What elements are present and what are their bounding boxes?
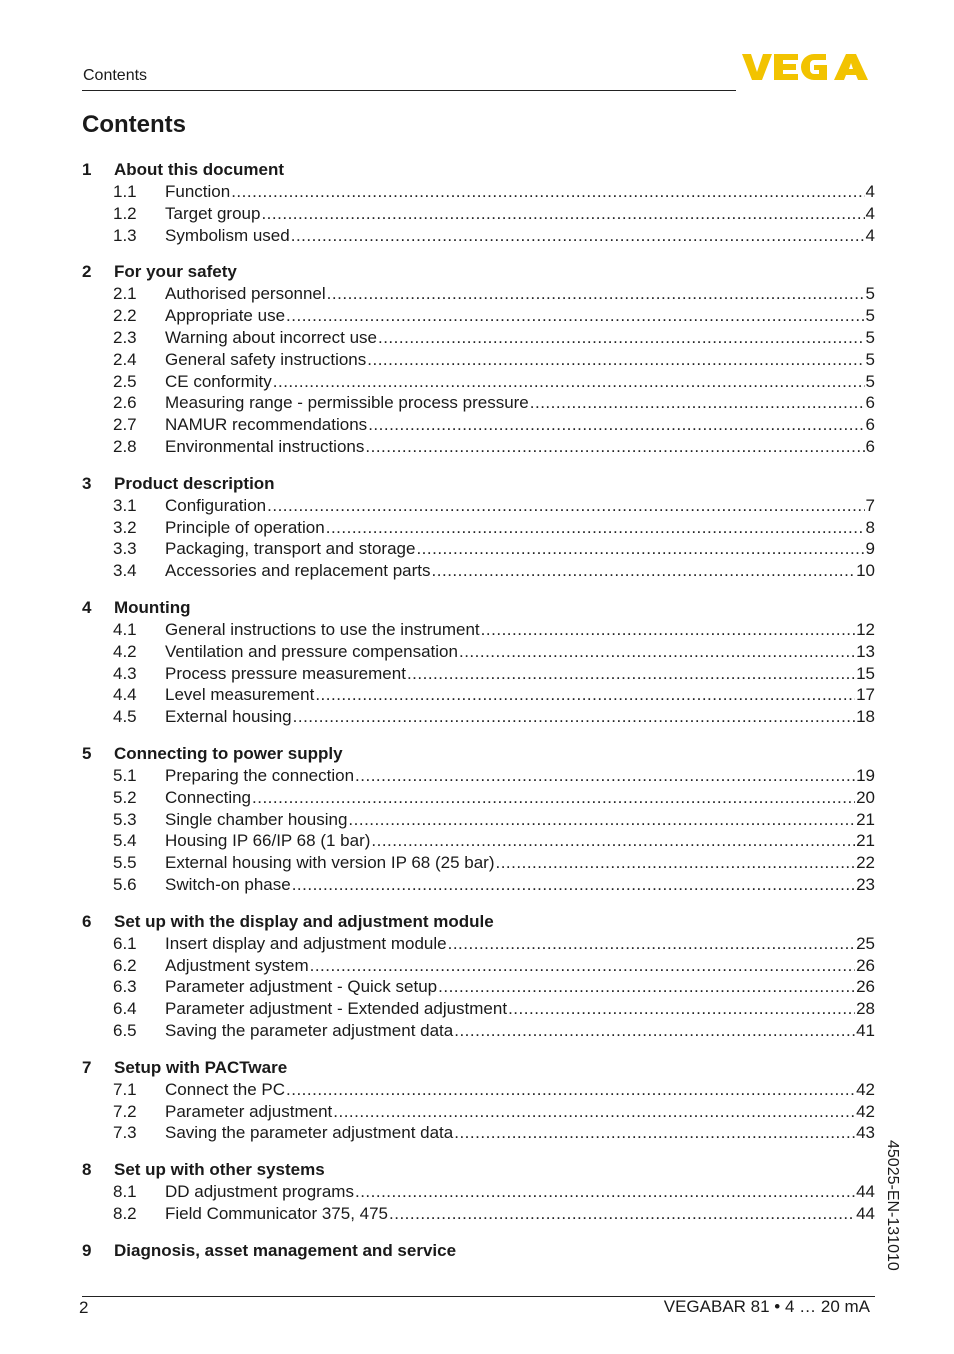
entry-number: 2.1 bbox=[113, 284, 137, 304]
toc-entry[interactable] bbox=[82, 1204, 875, 1226]
section-number: 6 bbox=[82, 911, 92, 931]
dot-leader bbox=[315, 685, 855, 705]
entry-page-number: 5 bbox=[865, 327, 875, 347]
entry-number: 3.1 bbox=[113, 495, 137, 515]
entry-number: 3.4 bbox=[113, 561, 137, 581]
entry-page-number: 25 bbox=[856, 933, 875, 953]
toc-section bbox=[82, 910, 875, 1043]
toc-entry[interactable] bbox=[82, 810, 875, 832]
entry-number: 3.3 bbox=[113, 539, 137, 559]
dot-leader bbox=[261, 204, 864, 224]
toc-section-heading[interactable] bbox=[82, 1158, 875, 1182]
section-title: Diagnosis, asset management and service bbox=[114, 1240, 457, 1260]
entry-page-number: 17 bbox=[856, 685, 875, 705]
entry-number: 2.5 bbox=[113, 371, 137, 391]
entry-title: General safety instructions bbox=[165, 349, 367, 369]
dot-leader bbox=[508, 999, 855, 1019]
toc-section-heading[interactable] bbox=[82, 910, 875, 934]
entry-number: 5.5 bbox=[113, 853, 137, 873]
section-title: Set up with the display and adjustment module bbox=[114, 911, 494, 931]
entry-title: Single chamber housing bbox=[165, 809, 348, 829]
toc-section bbox=[82, 472, 875, 583]
toc-entry[interactable] bbox=[82, 685, 875, 707]
toc-entry[interactable] bbox=[82, 1102, 875, 1124]
dot-leader bbox=[327, 284, 865, 304]
toc-entry[interactable] bbox=[82, 561, 875, 583]
toc-section-heading[interactable] bbox=[82, 158, 875, 182]
entry-title: External housing bbox=[165, 707, 292, 727]
dot-leader bbox=[389, 1204, 855, 1224]
entry-page-number: 22 bbox=[856, 853, 875, 873]
entry-title: Switch-on phase bbox=[165, 874, 291, 894]
toc-entry[interactable] bbox=[82, 437, 875, 459]
toc-entry[interactable] bbox=[82, 328, 875, 350]
entry-number: 4.3 bbox=[113, 663, 137, 683]
toc-entry[interactable] bbox=[82, 1080, 875, 1102]
toc-entry[interactable] bbox=[82, 831, 875, 853]
toc-entry[interactable] bbox=[82, 1123, 875, 1145]
dot-leader bbox=[292, 875, 855, 895]
entry-page-number: 28 bbox=[856, 999, 875, 1019]
entry-title: Housing IP 66/IP 68 (1 bar) bbox=[165, 831, 371, 851]
toc-entry[interactable] bbox=[82, 350, 875, 372]
toc-entry[interactable] bbox=[82, 853, 875, 875]
header-rule bbox=[82, 90, 736, 91]
toc-entry[interactable] bbox=[82, 518, 875, 540]
toc-entry[interactable] bbox=[82, 393, 875, 415]
section-number: 4 bbox=[82, 597, 92, 617]
dot-leader bbox=[416, 539, 864, 559]
dot-leader bbox=[481, 620, 855, 640]
entry-page-number: 42 bbox=[856, 1101, 875, 1121]
entry-title: Level measurement bbox=[165, 685, 315, 705]
entry-page-number: 26 bbox=[856, 955, 875, 975]
entry-number: 2.8 bbox=[113, 436, 137, 456]
dot-leader bbox=[231, 182, 864, 202]
toc-entry[interactable] bbox=[82, 956, 875, 978]
entry-page-number: 4 bbox=[865, 203, 875, 223]
entry-page-number: 23 bbox=[856, 874, 875, 894]
entry-number: 3.2 bbox=[113, 517, 137, 537]
dot-leader bbox=[367, 350, 864, 370]
dot-leader bbox=[454, 1123, 855, 1143]
toc-entry[interactable] bbox=[82, 620, 875, 642]
page-number: 2 bbox=[79, 1298, 89, 1317]
toc-entry[interactable] bbox=[82, 539, 875, 561]
toc-entry[interactable] bbox=[82, 204, 875, 226]
entry-title: Saving the parameter adjustment data bbox=[165, 1123, 454, 1143]
section-number: 1 bbox=[82, 160, 92, 179]
toc-entry[interactable] bbox=[82, 977, 875, 999]
toc-entry[interactable] bbox=[82, 226, 875, 248]
entry-title: Connect the PC bbox=[165, 1079, 286, 1099]
entry-title: External housing with version IP 68 (25 bar) bbox=[165, 853, 495, 873]
entry-title: Process pressure measurement bbox=[165, 663, 406, 683]
entry-page-number: 26 bbox=[856, 977, 875, 997]
vega-logo-letters bbox=[742, 54, 868, 80]
entry-number: 5.2 bbox=[113, 787, 137, 807]
dot-leader bbox=[267, 496, 864, 516]
entry-number: 2.4 bbox=[113, 349, 137, 369]
toc-entry[interactable] bbox=[82, 788, 875, 810]
entry-title: NAMUR recommendations bbox=[165, 415, 368, 435]
entry-page-number: 44 bbox=[856, 1182, 875, 1202]
entry-title: CE conformity bbox=[165, 371, 272, 391]
product-name: VEGABAR 81 • 4 … 20 mA bbox=[663, 1297, 870, 1316]
toc-entry[interactable] bbox=[82, 766, 875, 788]
entry-title: Configuration bbox=[165, 495, 267, 515]
entry-page-number: 15 bbox=[856, 663, 875, 683]
section-title: Set up with other systems bbox=[114, 1160, 325, 1180]
entry-title: Ventilation and pressure compensation bbox=[165, 641, 458, 661]
entry-title: Target group bbox=[165, 203, 261, 223]
page-title: Contents bbox=[82, 111, 186, 138]
section-number: 9 bbox=[82, 1240, 92, 1260]
section-title: For your safety bbox=[114, 262, 237, 282]
dot-leader bbox=[530, 393, 865, 413]
entry-title: Preparing the connection bbox=[165, 765, 355, 785]
entry-number: 4.5 bbox=[113, 707, 137, 727]
entry-number: 6.5 bbox=[113, 1020, 137, 1040]
toc-entry[interactable] bbox=[82, 875, 875, 897]
entry-title: DD adjustment programs bbox=[165, 1182, 354, 1202]
entry-title: Saving the parameter adjustment data bbox=[165, 1020, 454, 1040]
entry-title: Adjustment system bbox=[165, 955, 309, 975]
toc-section bbox=[82, 1056, 875, 1145]
entry-page-number: 12 bbox=[856, 619, 875, 639]
entry-number: 4.1 bbox=[113, 619, 137, 639]
entry-number: 4.4 bbox=[113, 685, 137, 705]
toc-entry[interactable] bbox=[82, 415, 875, 437]
dot-leader bbox=[432, 561, 856, 581]
entry-number: 2.2 bbox=[113, 306, 137, 326]
entry-title: Appropriate use bbox=[165, 306, 286, 326]
entry-title: Field Communicator 375, 475 bbox=[165, 1203, 389, 1223]
entry-title: Connecting bbox=[165, 787, 252, 807]
entry-number: 7.3 bbox=[113, 1123, 137, 1143]
entry-page-number: 8 bbox=[865, 517, 875, 537]
entry-number: 1.1 bbox=[113, 182, 137, 201]
entry-number: 4.2 bbox=[113, 641, 137, 661]
entry-number: 1.3 bbox=[113, 225, 137, 245]
entry-title: General instructions to use the instrument bbox=[165, 619, 480, 639]
toc-section-heading[interactable] bbox=[82, 260, 875, 284]
dot-leader bbox=[459, 642, 855, 662]
entry-title: Parameter adjustment bbox=[165, 1101, 333, 1121]
entry-title: Accessories and replacement parts bbox=[165, 561, 431, 581]
entry-page-number: 7 bbox=[865, 495, 875, 515]
entry-page-number: 6 bbox=[865, 393, 875, 413]
entry-page-number: 42 bbox=[856, 1079, 875, 1099]
toc-entry[interactable] bbox=[82, 284, 875, 306]
entry-page-number: 21 bbox=[856, 831, 875, 851]
entry-page-number: 19 bbox=[856, 765, 875, 785]
entry-number: 6.1 bbox=[113, 933, 137, 953]
dot-leader bbox=[355, 766, 855, 786]
document-code: 45025-EN-131010 bbox=[884, 1140, 901, 1271]
dot-leader bbox=[368, 415, 864, 435]
section-number: 8 bbox=[82, 1160, 92, 1180]
section-number: 2 bbox=[82, 262, 92, 282]
toc-section bbox=[82, 158, 875, 247]
entry-title: Warning about incorrect use bbox=[165, 327, 377, 347]
entry-title: Parameter adjustment - Extended adjustment bbox=[165, 999, 508, 1019]
entry-page-number: 4 bbox=[865, 182, 875, 201]
entry-title: Environmental instructions bbox=[165, 436, 365, 456]
entry-number: 8.2 bbox=[113, 1203, 137, 1223]
entry-number: 2.7 bbox=[113, 415, 137, 435]
dot-leader bbox=[293, 707, 855, 727]
toc-section-heading[interactable] bbox=[82, 1239, 875, 1263]
entry-title: Authorised personnel bbox=[165, 284, 326, 304]
dot-leader bbox=[378, 328, 865, 348]
toc-entry[interactable] bbox=[82, 999, 875, 1021]
toc-entry[interactable] bbox=[82, 372, 875, 394]
entry-page-number: 13 bbox=[856, 641, 875, 661]
entry-number: 1.2 bbox=[113, 203, 137, 223]
vega-logo bbox=[742, 52, 872, 82]
dot-leader bbox=[371, 831, 855, 851]
toc-entry[interactable] bbox=[82, 642, 875, 664]
entry-number: 6.2 bbox=[113, 955, 137, 975]
entry-page-number: 21 bbox=[856, 809, 875, 829]
entry-number: 5.3 bbox=[113, 809, 137, 829]
dot-leader bbox=[326, 518, 865, 538]
dot-leader bbox=[407, 664, 855, 684]
dot-leader bbox=[348, 810, 855, 830]
toc-entry[interactable] bbox=[82, 1182, 875, 1204]
section-number: 7 bbox=[82, 1057, 92, 1077]
entry-title: Parameter adjustment - Quick setup bbox=[165, 977, 438, 997]
dot-leader bbox=[310, 956, 855, 976]
section-title: Setup with PACTware bbox=[114, 1057, 288, 1077]
entry-page-number: 18 bbox=[856, 707, 875, 727]
entry-number: 2.6 bbox=[113, 393, 137, 413]
entry-page-number: 5 bbox=[865, 349, 875, 369]
dot-leader bbox=[291, 226, 865, 246]
dot-leader bbox=[286, 306, 865, 326]
entry-number: 8.1 bbox=[113, 1182, 137, 1202]
entry-title: Measuring range - permissible process pressure bbox=[165, 393, 529, 413]
toc-section-heading[interactable] bbox=[82, 472, 875, 496]
entry-title: Symbolism used bbox=[165, 225, 290, 245]
toc-entry[interactable] bbox=[82, 496, 875, 518]
entry-title: Principle of operation bbox=[165, 517, 325, 537]
toc-section-heading[interactable] bbox=[82, 1056, 875, 1080]
entry-page-number: 44 bbox=[856, 1203, 875, 1223]
toc-entry[interactable] bbox=[82, 1021, 875, 1043]
section-title: Connecting to power supply bbox=[114, 743, 343, 763]
dot-leader bbox=[252, 788, 855, 808]
section-title: About this document bbox=[114, 160, 284, 179]
entry-number: 6.4 bbox=[113, 999, 137, 1019]
dot-leader bbox=[454, 1021, 855, 1041]
section-number: 5 bbox=[82, 743, 92, 763]
entry-number: 5.4 bbox=[113, 831, 137, 851]
entry-page-number: 41 bbox=[856, 1020, 875, 1040]
dot-leader bbox=[448, 934, 855, 954]
entry-number: 6.3 bbox=[113, 977, 137, 997]
entry-number: 5.1 bbox=[113, 765, 137, 785]
dot-leader bbox=[438, 977, 855, 997]
section-title: Product description bbox=[114, 473, 275, 493]
toc-section-heading[interactable] bbox=[82, 742, 875, 766]
entry-page-number: 6 bbox=[865, 415, 875, 435]
running-header: Contents bbox=[83, 67, 148, 84]
entry-page-number: 6 bbox=[865, 436, 875, 456]
toc-section bbox=[82, 742, 875, 897]
entry-title: Function bbox=[165, 182, 231, 201]
entry-page-number: 10 bbox=[856, 561, 875, 581]
dot-leader bbox=[495, 853, 855, 873]
entry-number: 5.6 bbox=[113, 874, 137, 894]
dot-leader bbox=[286, 1080, 855, 1100]
toc-section bbox=[82, 260, 875, 458]
entry-page-number: 20 bbox=[856, 787, 875, 807]
entry-number: 7.2 bbox=[113, 1101, 137, 1121]
toc-entry[interactable] bbox=[82, 182, 875, 204]
entry-page-number: 43 bbox=[856, 1123, 875, 1143]
entry-number: 2.3 bbox=[113, 327, 137, 347]
dot-leader bbox=[355, 1182, 855, 1202]
dot-leader bbox=[333, 1102, 855, 1122]
toc-section bbox=[82, 596, 875, 729]
section-number: 3 bbox=[82, 473, 92, 493]
table-of-contents bbox=[82, 158, 875, 1276]
toc-section-heading[interactable] bbox=[82, 596, 875, 620]
toc-section bbox=[82, 1158, 875, 1226]
dot-leader bbox=[273, 372, 865, 392]
toc-entry[interactable] bbox=[82, 664, 875, 686]
toc-section bbox=[82, 1239, 875, 1263]
toc-entry[interactable] bbox=[82, 934, 875, 956]
entry-page-number: 9 bbox=[865, 539, 875, 559]
entry-page-number: 5 bbox=[865, 284, 875, 304]
entry-title: Insert display and adjustment module bbox=[165, 933, 447, 953]
dot-leader bbox=[365, 437, 864, 457]
toc-entry[interactable] bbox=[82, 306, 875, 328]
entry-page-number: 5 bbox=[865, 371, 875, 391]
entry-title: Packaging, transport and storage bbox=[165, 539, 416, 559]
toc-entry[interactable] bbox=[82, 707, 875, 729]
entry-page-number: 5 bbox=[865, 306, 875, 326]
section-title: Mounting bbox=[114, 597, 191, 617]
entry-number: 7.1 bbox=[113, 1079, 137, 1099]
entry-page-number: 4 bbox=[865, 225, 875, 245]
